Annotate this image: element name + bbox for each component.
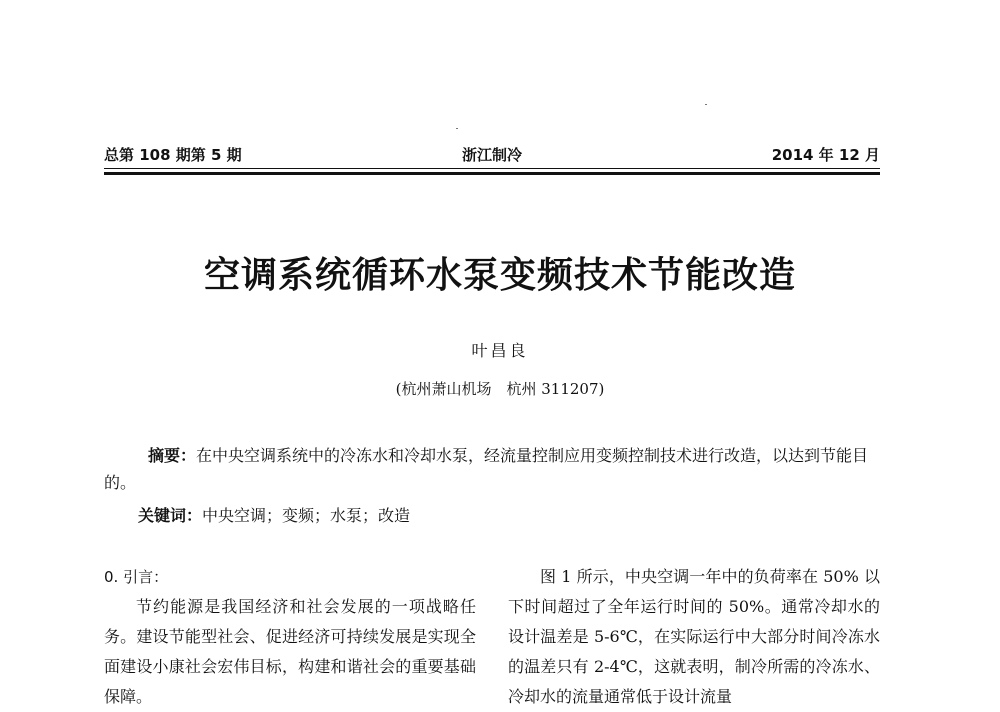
issue-date: 2014 年 12 月 — [771, 146, 880, 164]
abstract — [104, 442, 880, 496]
paper-title: 空调系统循环水泵变频技术节能改造 — [203, 254, 796, 296]
right-column — [508, 562, 880, 712]
keywords-label: 关键词： — [138, 506, 203, 525]
abstract-label: 摘要： — [148, 446, 197, 465]
issue-number: 总第 108 期第 5 期 — [104, 146, 242, 164]
intro-paragraph: 节约能源是我国经济和社会发展的一项战略任务。建设节能型社会、促进经济可持续发展是实现全面建设小康社会宏伟目标，构建和谐社会的重要基础保障。 — [104, 597, 476, 706]
header-rule-thin — [104, 168, 880, 169]
scan-speck — [705, 104, 707, 105]
header-rule-thick — [104, 172, 880, 175]
figure-paragraph: 图 1 所示，中央空调一年中的负荷率在 50% 以下时间超过了全年运行时间的 50%。通常冷却水的设计温差是 5-6℃，在实际运行中大部分时间冷冻水的温差只有 2-4℃，这就表明，制冷所需的冷冻水、冷却水的流量通常低于设计流量 — [508, 567, 880, 706]
section-heading: 0. 引言： — [104, 568, 169, 586]
keywords — [138, 502, 410, 529]
running-header — [104, 144, 880, 168]
author-affiliation: (杭州萧山机场 杭州 311207) — [395, 380, 605, 398]
journal-name: 浙江制冷 — [461, 146, 522, 164]
scan-speck — [456, 128, 458, 129]
left-column — [104, 562, 476, 712]
author-name: 叶昌良 — [471, 341, 529, 360]
keywords-text: 中央空调；变频；水泵；改造 — [202, 506, 411, 525]
abstract-text: 在中央空调系统中的冷冻水和冷却水泵，经流量控制应用变频控制技术进行改造，以达到节能目的。 — [104, 446, 869, 492]
